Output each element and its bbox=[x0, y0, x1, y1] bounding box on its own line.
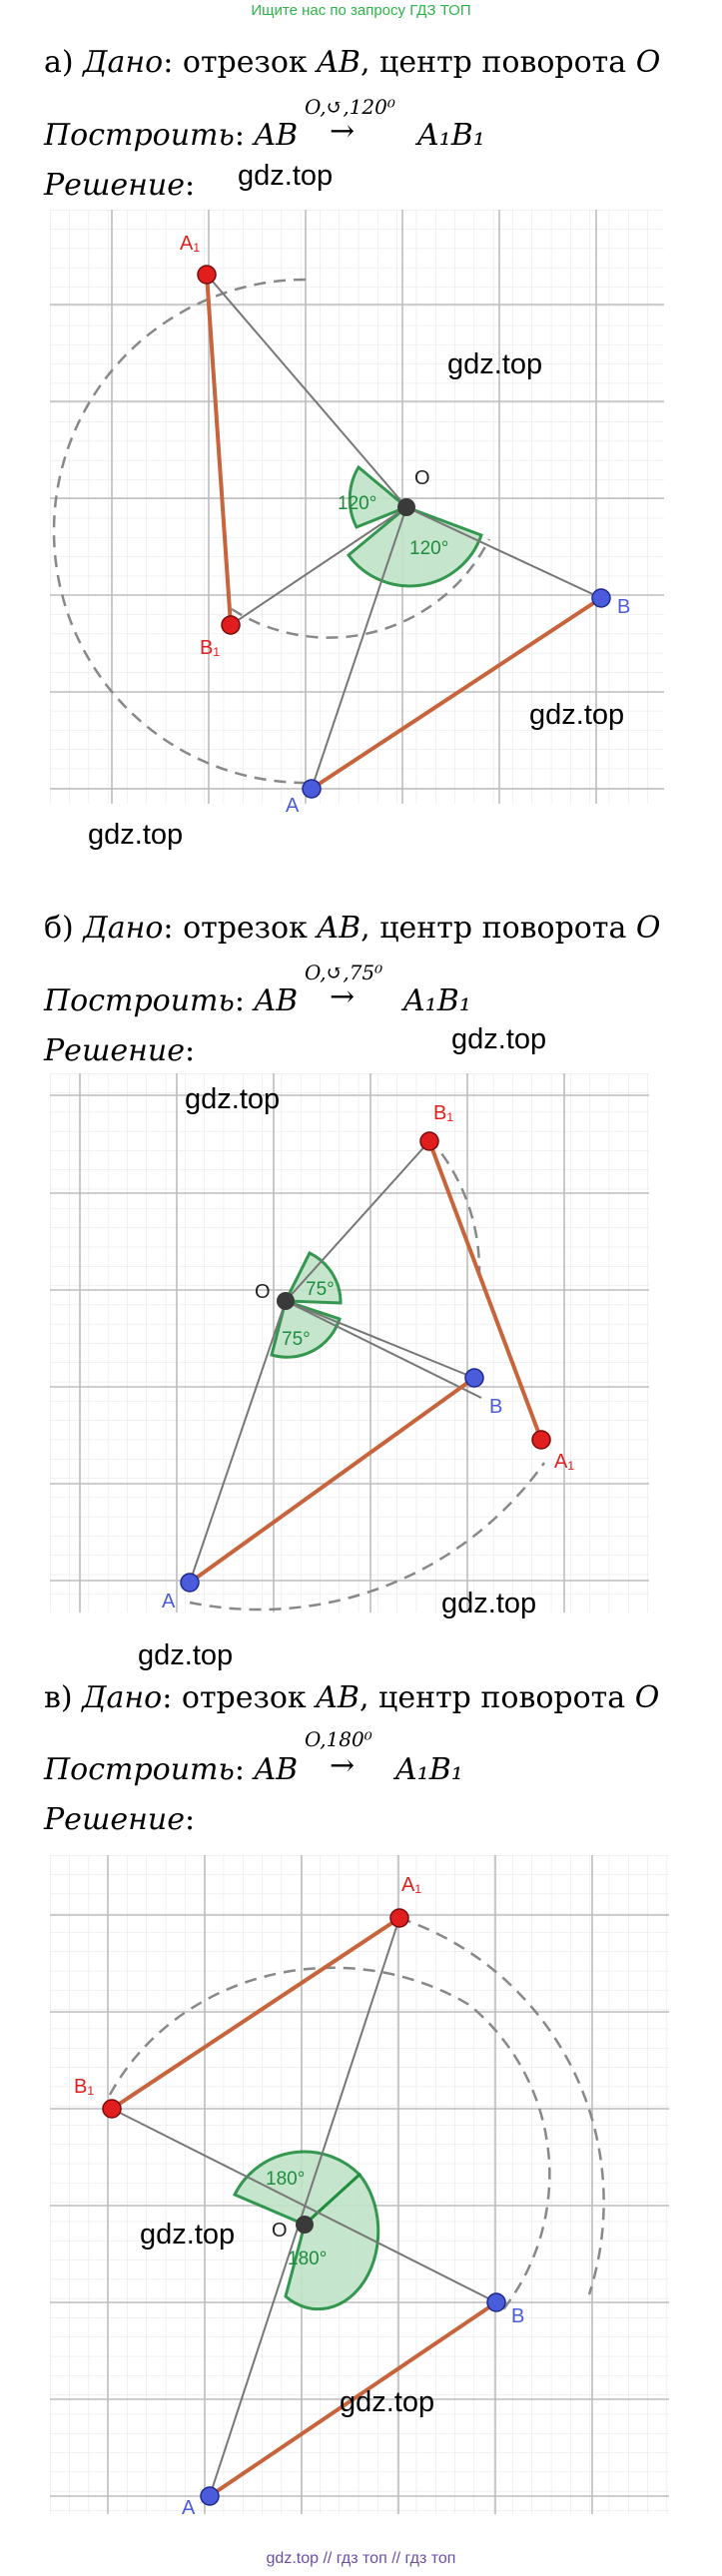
part-b-rotation: O,↺,75⁰ bbox=[305, 961, 383, 984]
part-b-segment: AB bbox=[317, 911, 361, 946]
part-a-solution-colon: : bbox=[184, 168, 196, 203]
part-a-arrow-icon: → bbox=[330, 114, 356, 149]
part-a-solution bbox=[44, 168, 195, 203]
point-b bbox=[487, 2293, 505, 2311]
point-a1 bbox=[198, 266, 216, 284]
part-c-given-text: : отрезок bbox=[162, 1680, 317, 1715]
part-c-given-line bbox=[44, 1680, 659, 1715]
point-a1 bbox=[390, 1909, 408, 1927]
watermark: gdz.top bbox=[238, 160, 334, 192]
part-c-center: O bbox=[634, 1680, 660, 1715]
part-b-center: O bbox=[635, 911, 661, 946]
point-a bbox=[181, 1574, 199, 1592]
part-a-center: O bbox=[635, 45, 661, 80]
part-a-given-line bbox=[44, 45, 660, 80]
part-c-solution-label: Решение bbox=[44, 1802, 185, 1837]
angle-label-1: 75° bbox=[306, 1279, 335, 1300]
watermark: gdz.top bbox=[140, 2219, 236, 2251]
angle-label-2: 180° bbox=[288, 2249, 328, 2269]
watermark: gdz.top bbox=[447, 348, 543, 380]
part-a-segment: AB bbox=[317, 45, 361, 80]
part-b-construct-label: Построить bbox=[44, 983, 235, 1018]
angle-label-2: 75° bbox=[282, 1329, 311, 1350]
label-o: O bbox=[414, 467, 430, 489]
part-a-construct-colon: : bbox=[234, 118, 245, 153]
label-a1: A₁ bbox=[180, 233, 201, 255]
part-c-letter: в) bbox=[44, 1680, 73, 1715]
watermark: gdz.top bbox=[451, 1023, 547, 1055]
label-o: O bbox=[272, 2220, 288, 2242]
label-a1: A₁ bbox=[554, 1451, 575, 1473]
angle-label-2: 120° bbox=[409, 538, 449, 559]
part-c-center-text: , центр поворота bbox=[359, 1680, 635, 1715]
footer-links[interactable]: gdz.top // гдз топ // гдз топ bbox=[266, 2550, 456, 2567]
part-a-given-label: Дано bbox=[83, 45, 164, 80]
figure-b bbox=[50, 1073, 649, 1612]
point-b bbox=[465, 1369, 483, 1387]
point-a bbox=[303, 780, 321, 798]
part-b-construct-segment: AB bbox=[254, 983, 299, 1018]
part-b-solution-colon: : bbox=[184, 1033, 196, 1068]
part-c-given-label: Дано bbox=[82, 1680, 163, 1715]
point-a bbox=[201, 2487, 219, 2505]
part-b-given-text: : отрезок bbox=[163, 911, 318, 946]
part-b-arrow-icon: → bbox=[330, 979, 356, 1014]
part-b-construct-line bbox=[44, 983, 298, 1018]
label-b1: B₁ bbox=[74, 2076, 95, 2098]
point-o bbox=[296, 2216, 314, 2234]
part-a-construct-line bbox=[44, 118, 298, 153]
part-a-construct-segment: AB bbox=[254, 118, 299, 153]
part-c-solution-colon: : bbox=[184, 1802, 196, 1837]
watermark: gdz.top bbox=[185, 1083, 281, 1115]
grid bbox=[50, 1073, 649, 1612]
point-b bbox=[592, 589, 610, 607]
part-b-center-text: , центр поворота bbox=[361, 911, 636, 946]
part-c-construct-segment: AB bbox=[254, 1752, 299, 1787]
watermark: gdz.top bbox=[529, 699, 625, 731]
part-b-result: A₁B₁ bbox=[403, 983, 471, 1018]
part-c-segment: AB bbox=[316, 1680, 360, 1715]
label-b: B bbox=[489, 1396, 503, 1418]
part-a-given-text: : отрезок bbox=[163, 45, 318, 80]
part-a-rotation: O,↺,120⁰ bbox=[305, 95, 395, 119]
part-c-rotation: O,180⁰ bbox=[305, 1727, 372, 1751]
angle-label-1: 180° bbox=[266, 2169, 306, 2190]
label-a: A bbox=[182, 2497, 196, 2519]
angle-label-1: 120° bbox=[338, 493, 377, 514]
point-b1 bbox=[103, 2100, 121, 2118]
part-b-construct-colon: : bbox=[234, 983, 245, 1018]
part-c-solution bbox=[44, 1802, 195, 1837]
top-banner[interactable]: Ищите нас по запросу ГДЗ ТОП bbox=[251, 2, 471, 19]
part-c-construct-label: Построить bbox=[44, 1752, 235, 1787]
point-a1 bbox=[532, 1431, 550, 1449]
point-o bbox=[277, 1292, 295, 1310]
part-c-construct-colon: : bbox=[234, 1752, 245, 1787]
watermark: gdz.top bbox=[340, 2386, 435, 2418]
point-o bbox=[397, 498, 415, 516]
watermark: gdz.top bbox=[441, 1588, 537, 1619]
label-a: A bbox=[286, 795, 300, 817]
watermark: gdz.top bbox=[138, 1639, 234, 1671]
point-b1 bbox=[420, 1132, 438, 1150]
part-b-solution bbox=[44, 1033, 195, 1068]
part-b-solution-label: Решение bbox=[44, 1033, 185, 1068]
part-b-given-label: Дано bbox=[83, 911, 164, 946]
label-o: O bbox=[255, 1281, 271, 1303]
part-c-construct-line bbox=[44, 1752, 298, 1787]
part-a-center-text: , центр поворота bbox=[360, 45, 636, 80]
part-a-construct-label: Построить bbox=[44, 118, 235, 153]
part-b-given-line bbox=[44, 911, 660, 946]
part-c-arrow-icon: → bbox=[330, 1748, 356, 1783]
label-b: B bbox=[617, 596, 631, 618]
part-a-solution-label: Решение bbox=[44, 168, 185, 203]
part-a-letter: а) bbox=[44, 45, 74, 80]
label-b1: B₁ bbox=[433, 1102, 454, 1124]
label-b1: B₁ bbox=[200, 637, 221, 659]
label-a1: A₁ bbox=[401, 1874, 422, 1896]
label-b: B bbox=[511, 2305, 525, 2327]
label-a: A bbox=[162, 1591, 176, 1612]
part-a-result: A₁B₁ bbox=[417, 118, 485, 153]
point-b1 bbox=[222, 616, 240, 634]
part-c-result: A₁B₁ bbox=[395, 1752, 463, 1787]
part-b-letter: б) bbox=[44, 911, 74, 946]
watermark: gdz.top bbox=[88, 819, 184, 851]
